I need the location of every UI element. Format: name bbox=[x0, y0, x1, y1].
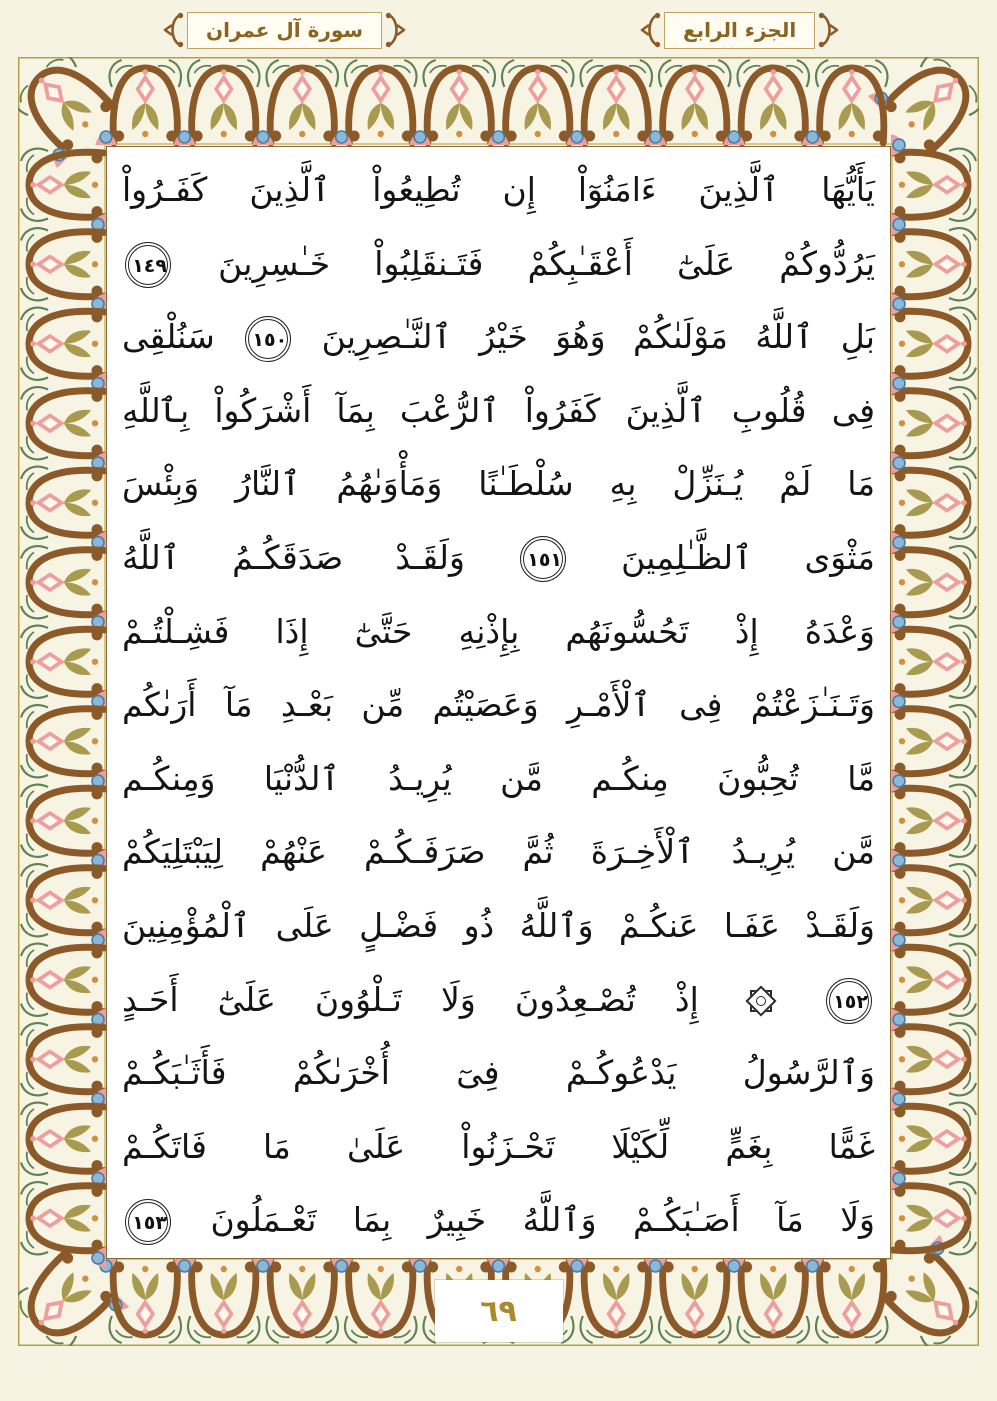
ayah-text: مَثْوَى ٱلظَّـٰلِمِينَ bbox=[621, 537, 875, 577]
verse-number-badge: ١٤٩ bbox=[128, 245, 168, 285]
ayah-text: وَلَقَـدْ عَفَـا عَنكُـمْ وَٱللَّهُ ذُو فَضْـلٍ عَلَى ٱلْمُؤْمِنِينَ bbox=[122, 905, 875, 945]
ayah-text: وَٱلرَّسُولُ يَدْعُوكُـمْ فِىٓ أُخْرَىٰكُمْ فَأَثَـٰبَكُـمْ bbox=[122, 1053, 875, 1093]
verse-number-badge: ١٥٣ bbox=[128, 1202, 168, 1242]
quran-line bbox=[122, 374, 875, 448]
quran-line bbox=[122, 300, 875, 374]
quran-line bbox=[122, 815, 875, 889]
cartouche-bracket-icon bbox=[163, 11, 185, 49]
juz-title: الجزء الرابع bbox=[664, 12, 815, 49]
page-number: ٦٩ bbox=[480, 1293, 517, 1329]
quran-line bbox=[122, 447, 875, 521]
juz-title-cartouche bbox=[640, 7, 839, 53]
quran-line bbox=[122, 889, 875, 963]
ayah-text: غَمًّا بِغَمٍّ لِّكَيْلَا تَحْـزَنُواْ عَلَىٰ مَا فَاتَكُـمْ bbox=[122, 1126, 875, 1166]
ayah-text: بَلِ ٱللَّهُ مَوْلَىٰكُمْ وَهُوَ خَيْرُ ٱلنَّـٰصِرِينَ bbox=[321, 317, 875, 357]
quran-line bbox=[122, 1183, 875, 1257]
surah-title-cartouche bbox=[163, 7, 406, 53]
hizb-star-icon bbox=[746, 986, 776, 1016]
quran-text-area bbox=[106, 146, 891, 1259]
quran-line bbox=[122, 595, 875, 669]
quran-line bbox=[122, 227, 875, 301]
cartouche-bracket-icon bbox=[817, 11, 839, 49]
quran-line bbox=[122, 1110, 875, 1184]
cartouche-bracket-icon bbox=[384, 11, 406, 49]
verse-number-badge: ١٥١ bbox=[523, 539, 563, 579]
quran-line bbox=[122, 153, 875, 227]
quran-line bbox=[122, 1036, 875, 1110]
quran-line bbox=[122, 521, 875, 595]
quran-line bbox=[122, 963, 875, 1037]
ayah-text: وَلَا مَآ أَصَـٰبَكُـمْ وَٱللَّهُ خَبِيرٌ بِمَا تَعْـمَلُونَ bbox=[210, 1200, 875, 1240]
ayah-text: يَأَيُّهَا ٱلَّذِينَ ءَامَنُوٓاْ إِن تُطِيعُواْ ٱلَّذِينَ كَفَـرُواْ bbox=[122, 170, 875, 209]
ayah-text: مَا لَمْ يُـنَزِّلْ بِهِ سُلْطَـٰنًا وَمَأْوَىٰهُمُ ٱلنَّارُ وَبِئْسَ bbox=[122, 464, 875, 504]
ayah-text: إِذْ تُصْـعِدُونَ وَلَا تَـلْوُونَ عَلَىٰٓ أَحَـدٍ bbox=[122, 979, 699, 1019]
ayah-text: وَتَـنَـٰزَعْتُمْ فِى ٱلْأَمْـرِ وَعَصَيْتُم مِّن بَعْـدِ مَآ أَرَىٰكُم bbox=[122, 685, 875, 725]
ayah-text: يَرُدُّوكُمْ عَلَىٰٓ أَعْقَـٰبِكُمْ فَتَـنقَلِبُواْ خَـٰسِرِينَ bbox=[218, 243, 876, 283]
quran-line bbox=[122, 668, 875, 742]
ayah-text: مَّا تُحِبُّونَ مِنكُـم مَّن يُرِيـدُ ٱلدُّنْيَا وَمِنكُـم bbox=[122, 758, 875, 798]
quran-line bbox=[122, 742, 875, 816]
cartouche-bracket-icon bbox=[640, 11, 662, 49]
page-number-box bbox=[435, 1280, 563, 1342]
surah-title: سورة آل عمران bbox=[187, 12, 382, 49]
verse-number-badge: ١٥٠ bbox=[248, 319, 288, 359]
verse-number-badge: ١٥٢ bbox=[829, 981, 869, 1021]
ayah-text: مَّن يُرِيـدُ ٱلْأَخِـرَةَ ثُمَّ صَرَفَـكُـمْ عَنْهُمْ لِيَبْتَلِيَكُمْ bbox=[122, 832, 875, 872]
ayah-text: سَنُلْقِى bbox=[122, 317, 215, 357]
ayah-text: فِى قُلُوبِ ٱلَّذِينَ كَفَرُواْ ٱلرُّعْبَ بِمَآ أَشْرَكُواْ بِٱللَّهِ bbox=[122, 390, 875, 430]
ayah-text: وَلَقَـدْ صَدَقَكُـمُ ٱللَّهُ bbox=[122, 537, 465, 577]
ayah-text: وَعْدَهُ إِذْ تَحُسُّونَهُم بِإِذْنِهِ حَتَّىٰٓ إِذَا فَشِـلْتُـمْ bbox=[122, 611, 875, 651]
